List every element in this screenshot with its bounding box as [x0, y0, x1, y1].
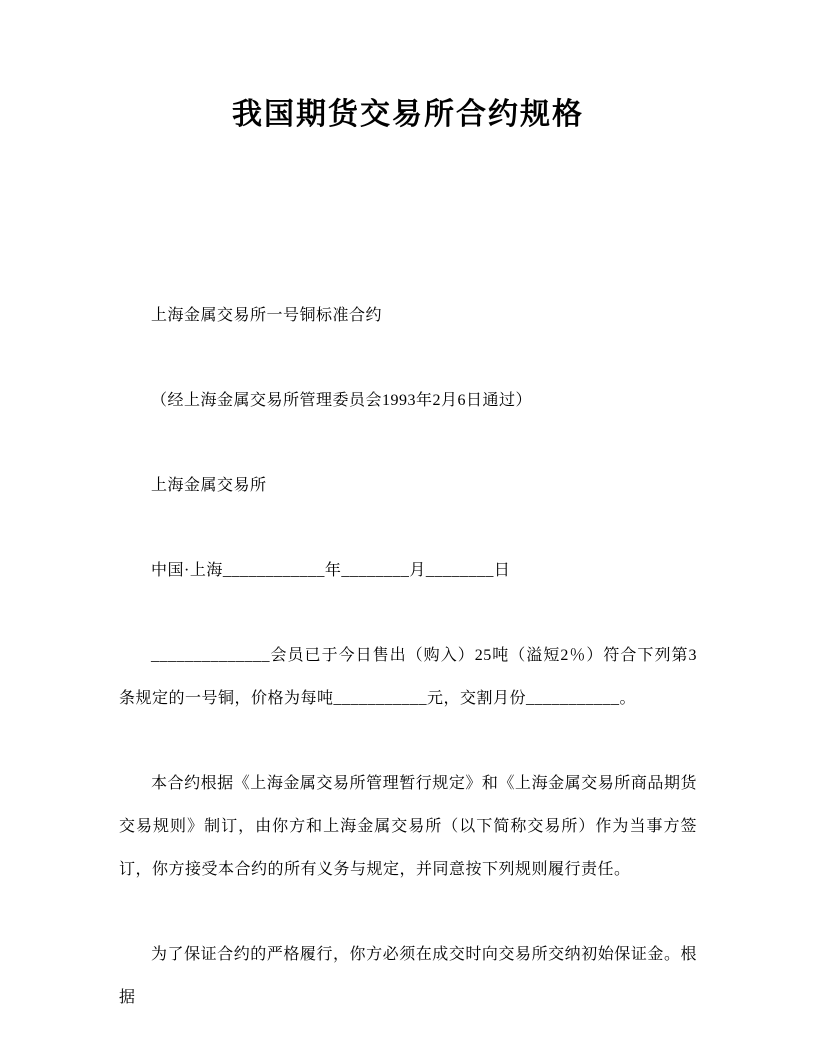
contract-terms-paragraph: ______________会员已于今日售出（购入）25吨（溢短2％）符合下列第3条规定的一号铜，价格为每吨___________元，交割月份___________。: [119, 647, 697, 707]
margin-clause-paragraph: 为了保证合约的严格履行，你方必须在成交时向交易所交纳初始保证金。根据: [119, 946, 697, 1006]
agreement-clause-paragraph: 本合约根据《上海金属交易所管理暂行规定》和《上海金属交易所商品期货交易规则》制订，由你方和上海金属交易所（以下简称交易所）作为当事方签订，你方接受本合约的所有义务与规定，并同意按下列规则履行责任。: [119, 775, 697, 878]
date-line: 中国·上海____________年________月________日: [151, 562, 511, 579]
issuer-line: 上海金属交易所: [151, 477, 267, 494]
document-title: 我国期货交易所合约规格: [232, 98, 584, 131]
document-body: [119, 294, 697, 1019]
approval-line: （经上海金属交易所管理委员会1993年2月6日通过）: [151, 392, 533, 409]
subtitle-line: 上海金属交易所一号铜标准合约: [151, 307, 383, 324]
